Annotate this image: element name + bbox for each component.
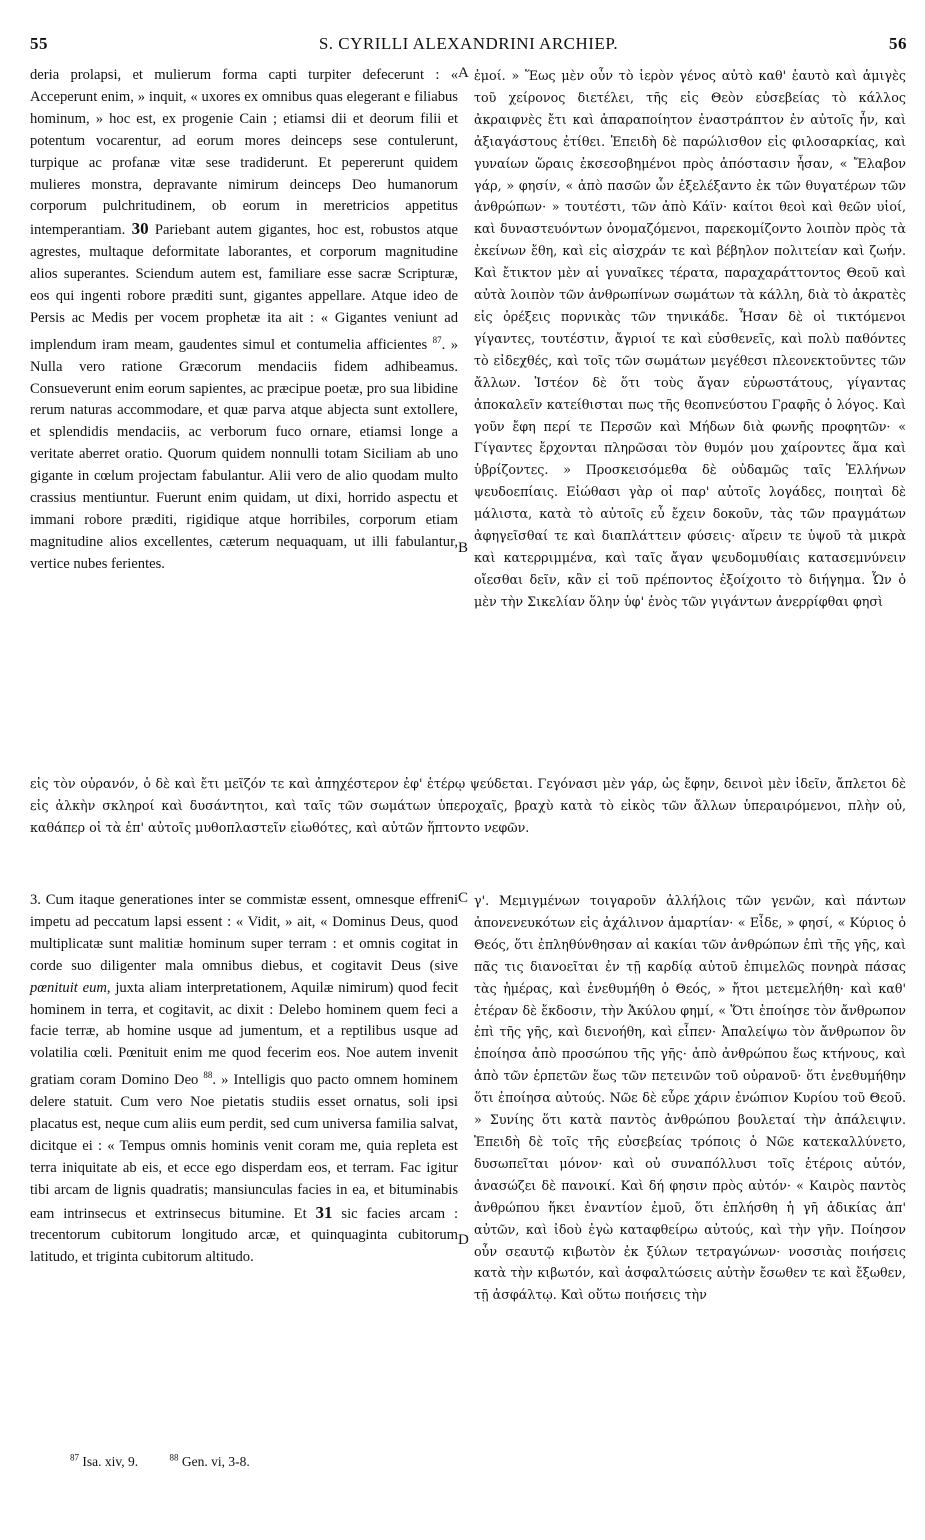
column-number-30: 30 <box>131 219 149 239</box>
section-marker-b: B <box>458 540 469 556</box>
footnote-ref-87: 87 <box>432 334 442 345</box>
latin-column-bottom <box>30 890 458 1269</box>
section-marker-c: C <box>458 890 469 906</box>
greek-paragraph-full: εἰς τὸν οὐρανόν, ὁ δὲ καὶ ἔτι μεῖζόν τε καὶ ἀπηχέστερον ἐφ' ἑτέρῳ ψεύδεται. Γεγόνασι μὲν γάρ, ὡς ἔφην, δεινοὶ μὲν ἰδεῖν, ἄπλετοι δὲ εἰς ἀλκὴν σκληροί καὶ δυσάντητοι, καὶ ταῖς τῶν σωμάτων ὑπεροχαῖς, βραχὺ κατὰ τὸ εἰκὸς τῶν ἄλλων ὑπεραιρόμενοι, πλὴν οὐ, καθάπερ οἱ τὰ ἐπ' αὐτοῖς μυθοπλαστεῖν εἰωθότες, καὶ αὐτῶν ἥπτοντο νεφῶν. <box>30 776 906 835</box>
greek-column-bottom <box>474 890 906 1306</box>
greek-full-width <box>30 773 906 839</box>
latin-column-top <box>30 65 458 576</box>
footnote-ref-88: 88 <box>203 1070 213 1081</box>
greek-column-top <box>474 65 906 613</box>
page-header <box>30 34 907 56</box>
footnote-87: $^{87}$ Isa. xiv, 9. <box>70 1452 139 1469</box>
latin-paragraph-top: deria prolapsi, et mulierum forma capti turpiter defecerunt : « Acceperunt enim, » inquit, « uxores ex omnibus quas elegerant e filiabus hominum, » hoc est, ex progenie Cain ; etiamsi dii et deorum filii et potentum vocarentur, ad eorum mores deinceps sese contulerunt, turpique ac profanæ vitæ sese tradiderunt. Et pepererunt quidem mulieres monstra, depravante nimirum deinceps Deo humanorum corporum pulchritudinem, ob eorum in meretricios appetitus intemperantiam. 30 Pariebant autem gigantes, hoc est, robustos atque agrestes, multaque deformitate laborantes, et corporum magnitudine alios superantes. Sciendum autem est, familiare esse sacræ Scripturæ, eos qui ingenti robore præditi sunt, gigantes appellare. Atque ideo de Persis ac Medis per vocem prophetæ ita ait : « Gigantes veniunt ad implendum iram meam, gaudentes simul et contumelia afficientes $^{87}$. » Nulla vero ratione Græcorum mendaciis fidem adhibeamus. Consueverunt enim eorum sapientes, ac præcipue poetæ, pro sua libidine rerum naturas accommodare, et quæ parva atque abjecta sunt extollere, et splendidis mendaciis, ac verborum fuco ornare, etiamsi longe a veritate aberret oratio. Quorum quidem nonnulli totam Siciliam ab uno gigante in cœlum projectam fabulantur. Alii vero de alio quodam multo crassius mentiuntur. Fuerunt enim quidam, ut dixi, horrido aspectu et immani robore præditi, rigidique atque horribiles, corporum etiam magnitudine alios excellentes, cæterum nequaquam, ut illi fabulantur, vertice nubes ferientes. <box>30 67 458 572</box>
running-title: S. CYRILLI ALEXANDRINI ARCHIEP. <box>318 34 619 53</box>
page-number-left: 55 <box>30 34 48 53</box>
footnotes <box>70 1452 278 1470</box>
greek-paragraph-top: ἐμοί. » Ἕως μὲν οὖν τὸ ἱερὸν γένος αὐτὸ καθ' ἑαυτὸ καὶ ἀμιγὲς τοῦ χείρονος διετέλει, τῆς εἰς Θεὸν εὐσεβείας τὸ κάλλος ἀκραιφνὲς ἔτι καὶ ἀπαραποίητον ἐναστράπτον ἐν αὐτοῖς ἦν, καὶ ἀξιαγάστους ἐτίθει. Ἐπειδὴ δὲ παρώλισθον εἰς φιλοσαρκίας, καὶ γυναίων ὥραις ἐκσεσοβημένοι πρὸς ἀπόστασιν ἦσαν, « Ἔλαβον γάρ, » φησίν, « ἀπὸ πασῶν ὧν ἐξελέξαντο ἐκ τῶν θυγατέρων τῶν ἀνθρώπων· » τουτέστι, τῶν ἀπὸ Κάϊν· καίτοι θεοὶ καὶ θεῶν υἱοί, καὶ δυναστευόντων ὀνομαζόμενοι, παρεκομίζοντο λοιπὸν πρὸς τὰ ἐκείνων ἔθη, καὶ εἰς αἰσχράν τε καὶ βέβηλον πολιτείαν καὶ ζωήν. Καὶ ἔτικτον μὲν αἱ γυναῖκες τέρατα, παραχαράττοντος Θεοῦ καὶ αὐτὰ λοιπὸν τῶν ἀνθρωπίνων σωμάτων τὰ κάλλη, διὰ τὸ ἀκρατὲς εἰς ὀρέξεις πορνικὰς τῶν τηνικάδε. Ἦσαν δὲ οἱ τικτόμενοι γίγαντες, τουτέστιν, ἄγριοί τε καὶ εὐσθενεῖς, καὶ πολὺ παθόντες τὸ εἰδεχθές, καὶ τοῖς τῶν σωμάτων μεγέθεσι πλεονεκτοῦντες τῶν ἄλλων. Ἰστέον δὲ ὅτι τοὺς ἄγαν εὐρωστάτους, γίγαντας ἀποκαλεῖν κατείθισται πως τῆς θεοπνεύστου Γραφῆς ὁ λόγος. Καὶ γοῦν ἔφη περί τε Περσῶν καὶ Μήδων διὰ φωνῆς προφητῶν· « Γίγαντες ἔρχονται πληρῶσαι τὸν θυμόν μου χαίροντες ἅμα καὶ ὑβρίζοντες. » Προσκεισόμεθα δὲ οὐδαμῶς ταῖς Ἑλλήνων ψευδοεπίαις. Εἰώθασι γὰρ οἱ παρ' αὐτοῖς λογάδες, ποιηταὶ δὲ μάλιστα, κατὰ τὸ αὐτοῖς εὖ ἔχειν δοκοῦν, τὰς τῶν πραγμάτων ἀφηγεῖσθαί τε καὶ διαπλάττειν φύσεις· αἴρειν τε ὑψοῦ τὰ μικρὰ καὶ κατερριμμένα, καὶ ταῖς ἄγαν ψευδομυθίαις κατασεμνύνειν οἴεσθαι δεῖν, κἂν εἰ τοῦ πρέποντος ἐξοίχοιτο τὸ διήγημα. Ὧν ὁ μὲν τὴν Σικελίαν ὅλην ὑφ' ἑνὸς τῶν γιγάντων ἀνερρίφθαι φησὶ <box>474 68 906 609</box>
latin-paragraph-bottom: 3. Cum itaque generationes inter se commistæ essent, omnesque effreni impetu ad peccatum lapsi essent : « Vidit, » ait, « Dominus Deus, quod multiplicatæ sunt malitiæ hominum super terram : et omnis cogitat in corde suo diligenter mala omnibus diebus, et cogitavit Deus (sive pœnituit eum, juxta aliam interpretationem, Aquilæ nimirum) quod fecit hominem in terra, et cogitavit, ac dixit : Delebo hominem quem feci a facie terræ, ab homine usque ad jumentum, et a reptilibus usque ad volatilia cœli. Pœnituit enim me quod fecerim eos. Noe autem invenit gratiam coram Domino Deo $^{88}$. » Intelligis quo pacto omnem hominem delere statuit. Cum vero Noe pietatis studiis esset ornatus, soli ipsi placatus est, neque cum aliis eum perdit, sed cum universa familia salvat, dicitque ei : « Tempus omnis hominis venit coram me, quia repleta est terra iniquitate ab eis, et ecce ego disperdam eos, et terram. Fac igitur tibi arcam de lignis quadratis; mansiunculas facies in ea, et bituminabis eam intrinsecus et extrinsecus bitumine. Et 31 sic facies arcam : trecentorum cubitorum longitudo arcæ, et quinquaginta cubitorum latitudo, et triginta cubitorum altitudo. <box>30 892 459 1266</box>
greek-paragraph-bottom: γ'. Μεμιγμένων τοιγαροῦν ἀλλήλοις τῶν γενῶν, καὶ πάντων ἀπονενευκότων εἰς ἀχάλινον ἁμαρτίαν· « Εἶδε, » φησί, « Κύριος ὁ Θεός, ὅτι ἐπληθύνθησαν αἱ κακίαι τῶν ἀνθρώπων ἐπὶ τῆς γῆς, καὶ πᾶς τις διανοεῖται ἐν τῇ καρδίᾳ αὐτοῦ ἐπιμελῶς πονηρὰ πάσας τὰς ἡμέρας, καὶ ἐνεθυμήθη ὁ Θεός, » ἤτοι μετεμελήθη· καὶ καθ' ἑτέραν δὲ ἔκδοσιν, τὴν Ἀκύλου φημί, « Ὅτι ἐποίησε τὸν ἄνθρωπον ἐπὶ τῆς γῆς, καὶ διενοήθη, καὶ εἶπεν· Ἀπαλείψω τὸν ἄνθρωπον ὃν ἐποίησα ἀπὸ προσώπου τῆς γῆς· ἀπὸ ἀνθρώπου ἕως κτήνους, καὶ ἀπὸ τῶν ἑρπετῶν ἕως τῶν πετεινῶν τοῦ οὐρανοῦ· ὅτι ἐνεθυμήθην ὅτι ἐποίησα αὐτούς. Νῶε δὲ εὗρε χάριν ἐνώπιον Κυρίου τοῦ Θεοῦ. » Συνίης ὅτι κατὰ παντὸς ἀνθρώπου βουλεταί τὴν ἀπάλειψιν. Ἐπειδὴ δὲ τοῖς τῆς εὐσεβείας τρόποις ὁ Νῶε κατεκαλλύνετο, δυσωπεῖται μόνον· καὶ οὐ συναπόλλυσι τοῖς ἑτέροις αὐτόν, ἀνασώζει δὲ πανοικί. Καὶ δή φησιν πρὸς αὐτόν· « Καιρὸς παντὸς ἀνθρώπου ἥκει ἐναντίον ἐμοῦ, ὅτι ἐπλήσθη ἡ γῆ ἀδικίας ἀπ' αὐτῶν, καὶ ἰδοὺ ἐγὼ καταφθείρω αὐτούς, καὶ τὴν γῆν. Ποίησον οὖν σεαυτῷ κιβωτὸν ἐκ ξύλων τετραγώνων· νοσσιὰς ποιήσεις κατὰ τὴν κιβωτόν, καὶ ἀσφαλτώσεις αὐτὴν ἔσωθεν τε καὶ ἔξωθεν, τῇ ἀσφάλτῳ. Καὶ οὕτω ποιήσεις τὴν <box>474 893 906 1303</box>
section-marker-a: A <box>458 65 469 81</box>
section-marker-d: D <box>458 1232 469 1248</box>
page-number-right: 56 <box>889 34 907 53</box>
footnote-88: $^{88}$ Gen. vi, 3-8. <box>169 1452 250 1469</box>
column-number-31: 31 <box>315 1202 333 1222</box>
